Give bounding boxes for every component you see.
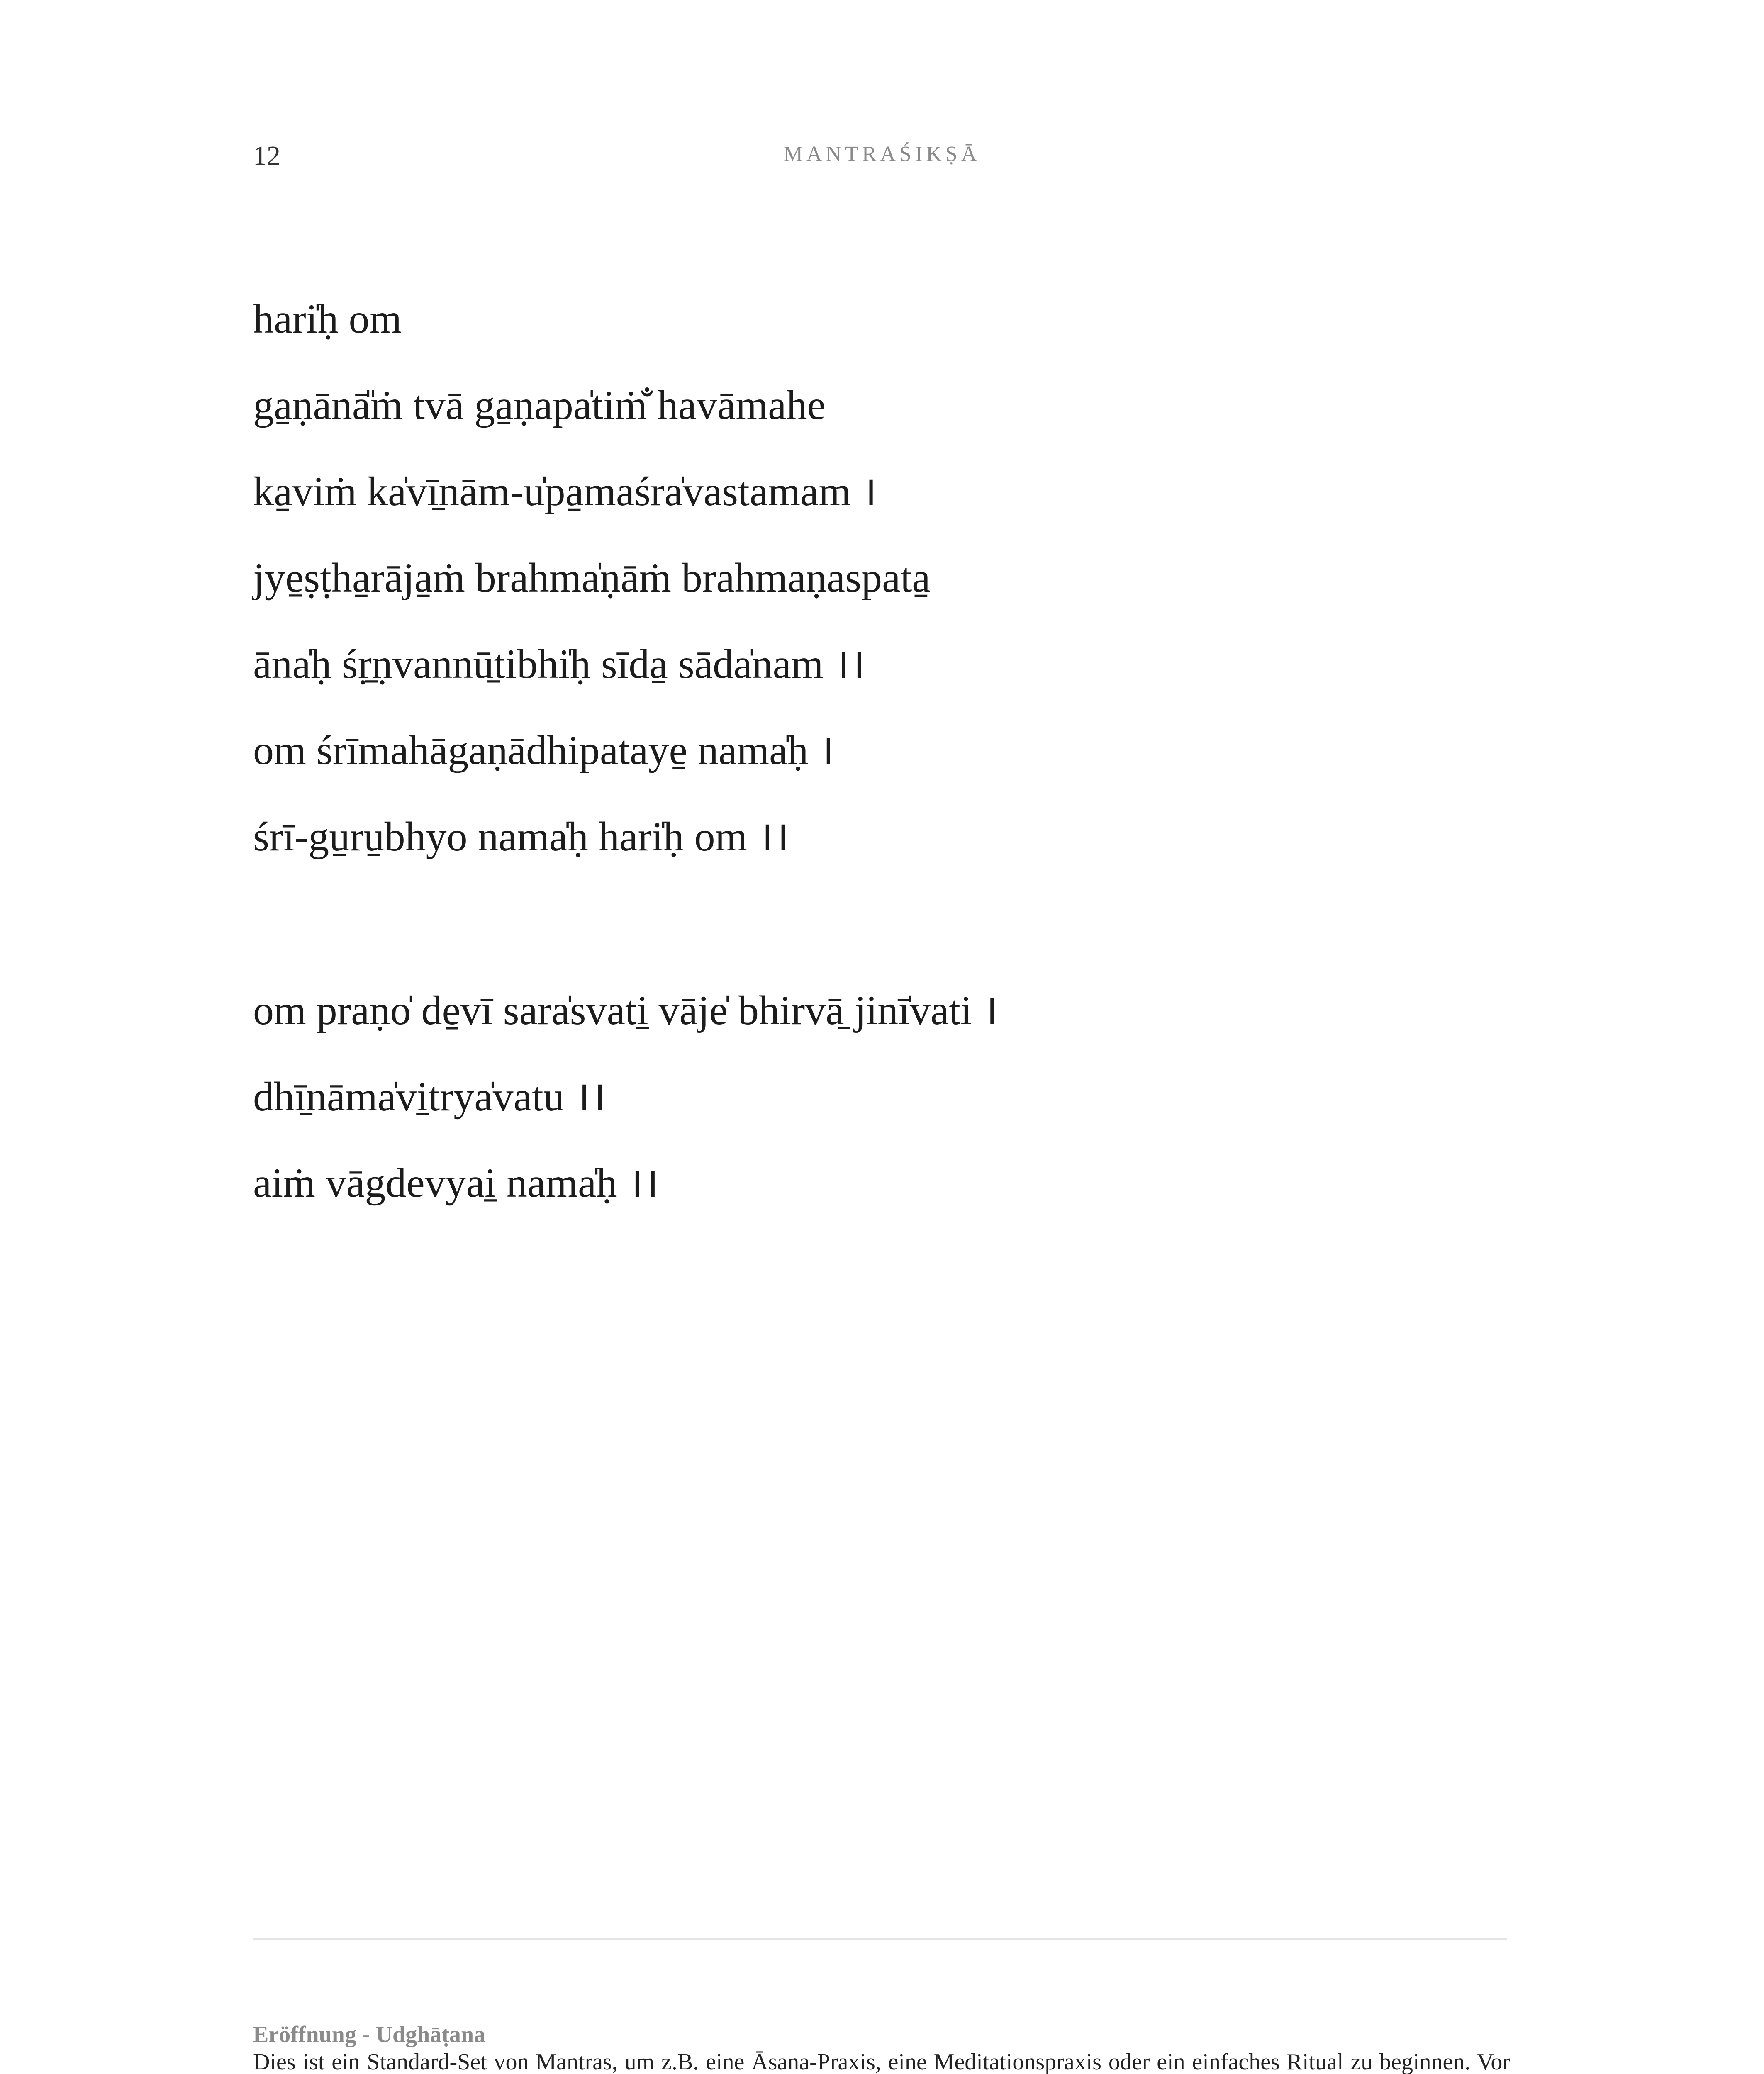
verse-line: om praṇo̍ de̱vī sara̍svati̱ vāje̍ bhirvā̱ jinī̍vati । [253,987,998,1033]
verse-line: jye̱ṣṭha̱rāja̱ṁ brahma̍ṇāṁ brahmaṇaspata̱ [253,555,931,601]
verse-line: aiṁ vāgdevyai̱ nama̍ḥ ।। [253,1160,659,1206]
verse-line: om śrīmahāgaṇādhipataye̱ nama̍ḥ । [253,727,835,773]
page-number: 12 [253,141,280,171]
mantra-block-sarasvati [253,967,998,1226]
verse-line: śrī-gu̱ru̱bhyo nama̍ḥ hari̍ḥ om ।। [253,813,789,859]
commentary-body [253,2048,1510,2074]
verse-line: ga̱ṇānā̎ṁ tvā ga̱ṇapa̍tiṁ̐ havāmahe [253,382,826,428]
verse-line: ka̱viṁ ka̍vī̱nām-u̍pa̱maśra̍vastamam । [253,468,877,514]
verse-line: hari̍ḥ om [253,296,402,342]
commentary-text: Dies ist ein Standard-Set von Mantras, um z.B. eine Āsana-Praxis, eine Meditationspraxis oder ein einfaches Ritual zu beginnen. Vor [253,2049,1510,2074]
commentary-note [253,2021,1510,2074]
running-title: MANTRAŚIKṢĀ [783,142,981,166]
verse-line: dhī̱nāma̍vi̱trya̍vatu ।। [253,1074,606,1120]
mantra-block-opening [253,276,931,880]
footnote-divider [253,1938,1507,1940]
commentary-title: Eröffnung - Udghāṭana [253,2022,486,2047]
verse-line: āna̍ḥ śṛ̱ṇvannū̱tibhi̍ḥ sīda̱ sāda̍nam ।। [253,641,865,687]
